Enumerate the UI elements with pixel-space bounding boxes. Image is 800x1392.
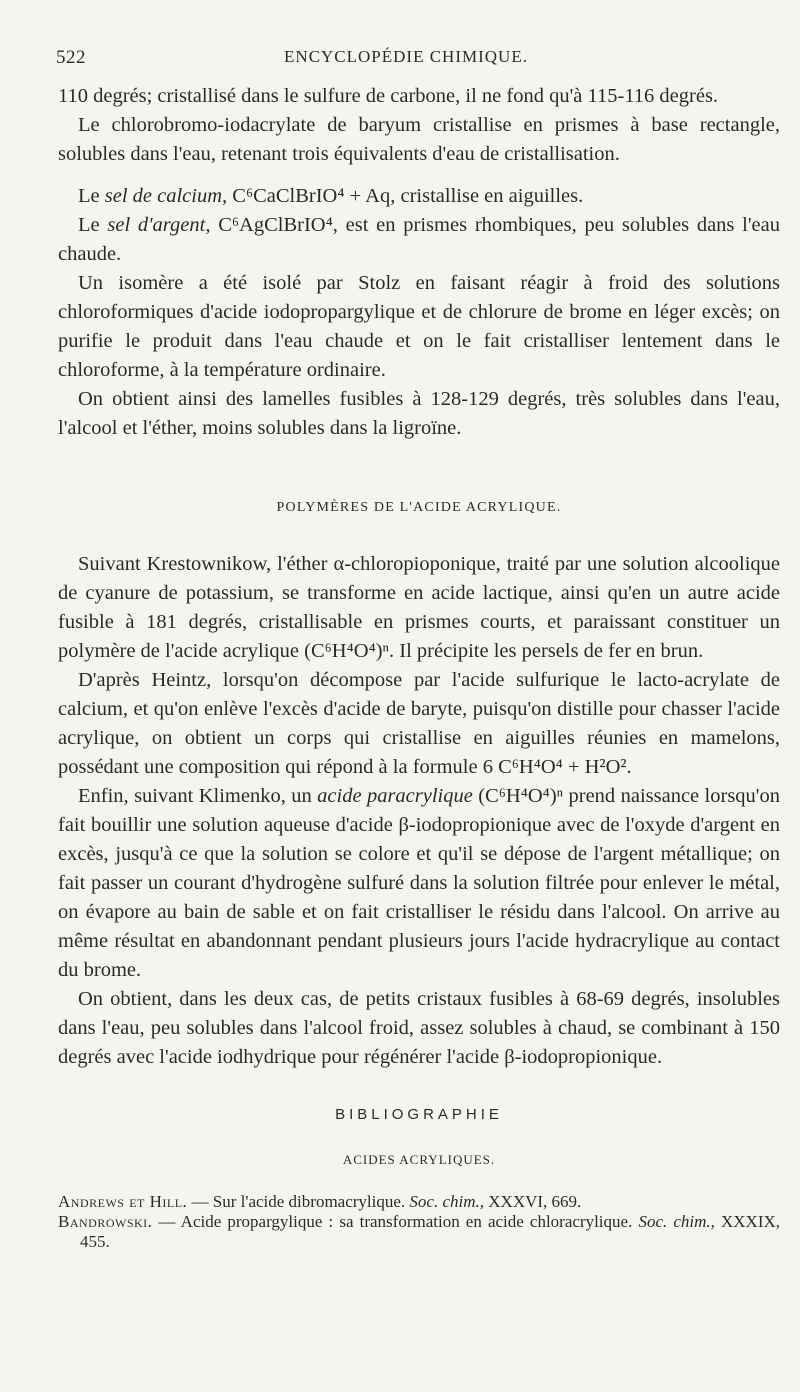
paragraph: Le chlorobromo-iodacrylate de baryum cristallise en prismes à base rectangle, solubles dans l'eau, retenant trois équivalents d'eau de cristallisation. — [58, 114, 780, 165]
paragraph: On obtient ainsi des lamelles fusibles à 128-129 degrés, très solubles dans l'eau, l'alcool et l'éther, moins solubles dans la ligroïne. — [58, 388, 780, 439]
page-body — [58, 82, 780, 1252]
ref-text: — Acide propargylique : sa transformation en acide chloracrylique. — [152, 1212, 639, 1231]
text-run: Enfin, suivant Klimenko, un — [78, 785, 318, 807]
text-run: Le — [78, 214, 108, 236]
bibliography-title: BIBLIOGRAPHIE — [335, 1106, 503, 1123]
paragraph — [58, 782, 780, 985]
paragraph: D'après Heintz, lorsqu'on décompose par l'acide sulfurique le lacto-acrylate de calcium, et qu'on enlève l'excès d'acide de baryte, puisqu'on distille pour chasser l'acide acrylique, on obtient un corps qui cristallise en aiguilles réunies en mamelons, possédant une composition qui répond à la formule 6 C⁶H⁴O⁴ + H²O². — [58, 669, 780, 778]
text-run: C⁶AgClBrIO⁴, est en prismes rhombiques, peu solubles dans l'eau chaude. — [58, 214, 780, 265]
section-title: POLYMÈRES DE L'ACIDE ACRYLIQUE. — [276, 500, 562, 515]
ref-cite: XXXVI, 669. — [484, 1192, 582, 1211]
italic-term: acide paracrylique — [317, 785, 473, 807]
page-header — [56, 47, 756, 77]
ref-text: — Sur l'acide dibromacrylique. — [187, 1192, 410, 1211]
text-run: (C⁶H⁴O⁴)ⁿ prend naissance lorsqu'on fait bouillir une solution aqueuse d'acide β-iodopropionique avec de l'oxyde d'argent en excès, jusqu'à ce que la solution se colore et qu'il se dépose de l'argent métallique; on fait passer un courant d'hydrogène sulfuré dans la solution filtrée pour enlever le métal, on évapore au bain de sable et on fait cristalliser le résidu dans l'alcool. On arrive au même résultat en abandonnant pendant plusieurs jours l'acide hydracrylique au contact du brome. — [58, 785, 780, 981]
page-number: 522 — [56, 47, 86, 68]
reference — [58, 1192, 780, 1212]
text-run: Le — [78, 185, 105, 207]
paragraph: Un isomère a été isolé par Stolz en faisant réagir à froid des solutions chloroformiques d'acide iodopropargylique et de chlorure de brome en léger excès; on purifie le produit dans l'eau chaude et on le fait cristalliser lentement dans le chloroforme, à la température ordinaire. — [58, 272, 780, 381]
ref-author: Bandrowski. — [58, 1212, 153, 1231]
reference — [58, 1212, 780, 1252]
bibliography-subtitle: ACIDES ACRYLIQUES. — [342, 1152, 496, 1167]
paragraph: 110 degrés; cristallisé dans le sulfure de carbone, il ne fond qu'à 115-116 degrés. — [58, 85, 719, 107]
ref-author: Andrews et Hill. — [58, 1192, 188, 1211]
ref-cite: XXXIX, 455. — [80, 1212, 781, 1251]
ref-journal: Soc. chim., — [409, 1192, 485, 1211]
paragraph — [58, 211, 780, 269]
paragraph: Suivant Krestownikow, l'éther α-chloropioponique, traité par une solution alcoolique de cyanure de potassium, se transforme en acide lactique, ainsi qu'en un autre acide fusible à 181 degrés, cristallisable en prismes courts, et paraissant constituer un polymère de l'acide acrylique (C⁶H⁴O⁴)ⁿ. Il précipite les persels de fer en brun. — [58, 553, 780, 662]
running-title: ENCYCLOPÉDIE CHIMIQUE. — [284, 47, 528, 66]
italic-term: sel de calcium, — [104, 185, 228, 207]
paragraph: On obtient, dans les deux cas, de petits cristaux fusibles à 68-69 degrés, insolubles dans l'eau, peu solubles dans l'alcool froid, assez solubles à chaud, se combinant à 150 degrés avec l'acide iodhydrique pour régénérer l'acide β-iodopropionique. — [58, 988, 780, 1068]
text-run: C⁶CaClBrIO⁴ + Aq, cristallise en aiguilles. — [227, 185, 584, 207]
ref-journal: Soc. chim., — [638, 1212, 715, 1231]
paragraph — [58, 182, 780, 211]
italic-term: sel d'argent, — [107, 214, 211, 236]
